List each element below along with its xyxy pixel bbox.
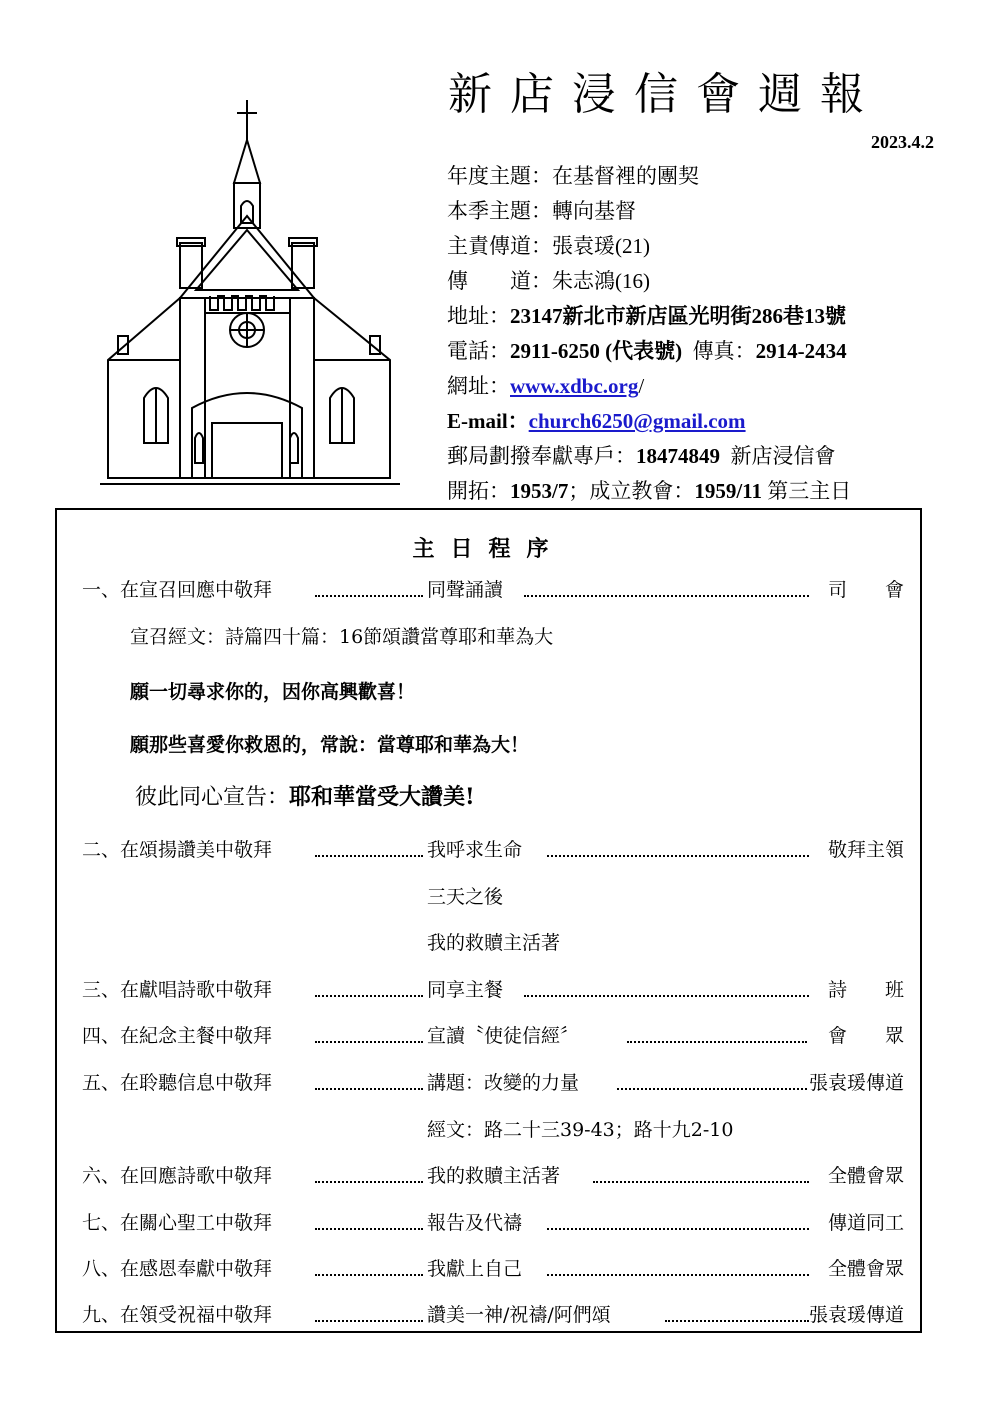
program-row	[57, 1300, 920, 1330]
program-leader: 張袁瑗傳道	[808, 1304, 904, 1326]
postal-line	[447, 440, 836, 470]
program-row-extra	[57, 1115, 920, 1145]
program-step: 八、在感恩奉獻中敬拜	[82, 1258, 273, 1280]
email-label: E-mail：	[447, 409, 529, 433]
founding-line	[447, 475, 851, 505]
program-box	[55, 508, 922, 1333]
phone-value: 2911-6250 (代表號)	[510, 339, 683, 363]
bulletin-date: 2023.4.2	[871, 132, 934, 152]
preacher-name: 朱志鴻(16)	[552, 269, 650, 293]
program-step: 五、在聆聽信息中敬拜	[82, 1072, 273, 1094]
program-step: 四、在紀念主餐中敬拜	[82, 1025, 273, 1047]
program-heading: 主日程序	[412, 537, 565, 562]
program-row	[57, 835, 920, 865]
season-theme: 本季主題：轉向基督	[447, 199, 636, 223]
established-value: 1959/11	[694, 479, 763, 503]
call-line-2: 願那些喜愛你救恩的，常說：當尊耶和華為大！	[130, 734, 530, 756]
fax-label: 傳真：	[692, 339, 756, 363]
program-leader: 詩 班	[827, 979, 904, 1001]
web-suffix: /	[638, 374, 645, 398]
address-label: 地址：	[447, 304, 510, 328]
call-scripture: 宣召經文：詩篇四十篇：16節頌讚當尊耶和華為大	[130, 626, 554, 648]
program-row	[57, 1161, 920, 1191]
program-step: 六、在回應詩歌中敬拜	[82, 1165, 273, 1187]
declaration-label: 彼此同心宣告：	[135, 785, 290, 810]
program-row	[57, 575, 920, 605]
web-link[interactable]: www.xdbc.org	[510, 374, 639, 398]
program-leader: 敬拜主領	[827, 839, 904, 861]
program-item: 我的救贖主活著	[427, 1165, 561, 1187]
program-row	[57, 1068, 920, 1098]
program-row-extra	[57, 928, 920, 958]
program-row	[57, 1021, 920, 1051]
program-row-extra	[57, 882, 920, 912]
program-step: 九、在領受祝福中敬拜	[82, 1304, 273, 1326]
program-item: 講題：改變的力量	[427, 1072, 580, 1094]
annual-theme: 年度主題：在基督裡的團契	[447, 164, 699, 188]
declaration	[135, 780, 475, 811]
program-item: 讚美一神/祝禱/阿們頌	[427, 1304, 611, 1326]
address-value: 23147新北市新店區光明街286巷13號	[510, 304, 846, 328]
program-item: 我呼求生命	[427, 839, 523, 861]
web-label: 網址：	[447, 374, 510, 398]
program-step: 七、在關心聖工中敬拜	[82, 1212, 273, 1234]
pastor-line: 主責傳道：張袁瑗(21)	[447, 234, 650, 258]
bulletin-title: 新店浸信會週報	[448, 69, 882, 120]
email-line	[447, 405, 746, 435]
program-item: 宣讀〝使徒信經〞	[427, 1025, 580, 1047]
declaration-text: 耶和華當受大讚美!	[289, 784, 475, 810]
founding-value: 1953/7	[510, 479, 569, 503]
program-row	[57, 975, 920, 1005]
program-leader: 傳道同工	[827, 1212, 904, 1234]
sermon-text: 經文：路二十三39-43；路十九2-10	[427, 1119, 734, 1141]
call-line-1: 願一切尋求你的，因你高興歡喜！	[130, 681, 416, 703]
postal-name: 新店浸信會	[730, 444, 836, 468]
program-leader: 會 眾	[827, 1025, 904, 1047]
founding-label: 開拓：	[447, 479, 510, 503]
program-row	[57, 1208, 920, 1238]
program-item: 同聲誦讀	[427, 579, 504, 601]
program-leader: 全體會眾	[827, 1258, 904, 1280]
email-link[interactable]: church6250@gmail.com	[528, 409, 746, 433]
preacher-line	[447, 265, 650, 295]
phone-label: 電話：	[447, 339, 510, 363]
song-extra-2: 我的救贖主活著	[427, 932, 561, 954]
phone-line	[447, 335, 847, 365]
program-leader: 全體會眾	[827, 1165, 904, 1187]
program-item: 報告及代禱	[427, 1212, 523, 1234]
program-step: 一、在宣召回應中敬拜	[82, 579, 273, 601]
preacher-label: 傳 道：	[447, 269, 552, 293]
church-illustration	[100, 98, 410, 493]
program-step: 二、在頌揚讚美中敬拜	[82, 839, 273, 861]
postal-label: 郵局劃撥奉獻專戶：	[447, 444, 636, 468]
postal-account: 18474849	[636, 444, 720, 468]
program-row	[57, 1254, 920, 1284]
program-item: 同享主餐	[427, 979, 504, 1001]
program-leader: 司 會	[827, 579, 904, 601]
program-leader: 張袁瑗傳道	[808, 1072, 904, 1094]
sunday-label: 第三主日	[767, 479, 852, 503]
web-line	[447, 370, 644, 400]
established-label: ；成立教會：	[568, 479, 695, 503]
address-line	[447, 300, 846, 330]
program-item: 我獻上自己	[427, 1258, 523, 1280]
song-extra-1: 三天之後	[427, 886, 504, 908]
program-step: 三、在獻唱詩歌中敬拜	[82, 979, 273, 1001]
fax-value: 2914-2434	[755, 339, 847, 363]
